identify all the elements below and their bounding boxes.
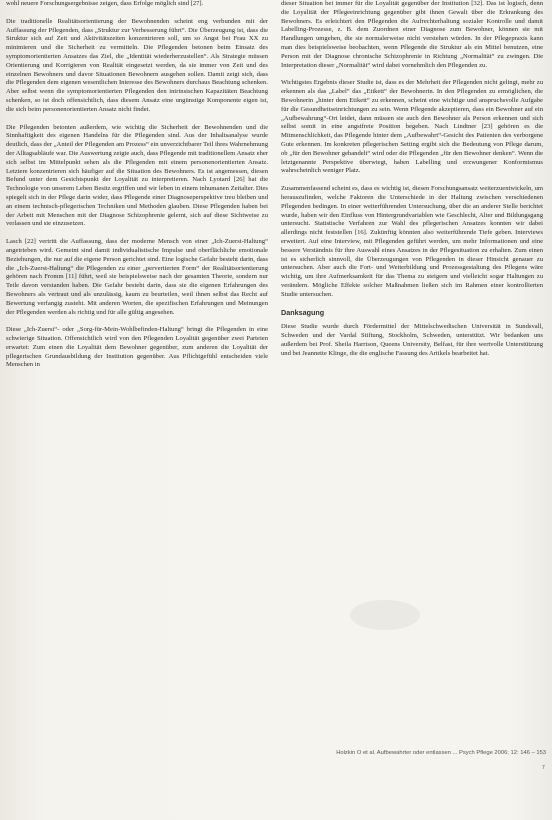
page-number: 7 bbox=[542, 765, 545, 771]
acknowledgement-text: Diese Studie wurde durch Fördermittel der Mittelschwedischen Universität in Sundsvall, Schweden und der Vardal Stiftung, Stockholm, Schweden, unterstützt. Wir bedanken uns außerdem bei Prof. Sheila Harrison, Queens University, Belfast, für ihre wertvolle Unterstützung und bei Jeannette Klinge, die die englische Fassung des Artikels bearbeitet hat. bbox=[281, 323, 543, 357]
paragraph: Die Pflegenden betonten außerdem, wie wichtig die Sicherheit der Bewohnenden und die Sinnhaftigkeit des eigenen Handelns für die Pflegenden sind. Aus der Inhaltsanalyse wurde deutlich, dass der „Anteil der Pflegenden am Prozess“ ein unverzichtbarer Teil ihres Wahrnehmung der Alltagsabläufe war. Die Auswertung zeigte auch, dass Pflegende mit traditionellem Ansatz eher sich selbst im Mittelpunkt sehen als die Pflegenden mit einem personenorientierten Ansatz. Letztere konzentrieren sich häufiger auf die Situation des Bewohners. Es ist angemessen, diesen Befund unter dem Gesichtspunkt der Loyalität zu interpretieren. Nach Lyotard [26] hat die Technologie von unserem Leben Besitz ergriffen und wir leben in einem inhumanen Zeitalter. Dies spiegelt sich in der Pflege darin wider, dass Pflegende einer Diagnoseperspektive treu bleiben und an einem technisch-pflegerischen Techniken und Methoden glauben. Diese Pflegenden haben bei der Arbeit mit Menschen mit der Diagnose Schizophrenie gelernt, sich auf diese Sichtweise zu verlassen und sie einzusetzen. bbox=[6, 123, 268, 228]
paragraph: wohl neuere Forschungsergebnisse zeigen, dass Erfolge möglich sind [27]. bbox=[6, 0, 204, 7]
scan-smudge bbox=[350, 600, 420, 630]
left-column bbox=[6, 0, 268, 379]
citation-footer: Holzkin O et al. Aufbewahrter oder entlassen ... Psych Pflege 2006; 12: 146 – 153 bbox=[336, 750, 546, 756]
paragraph: Die traditionelle Realitätsorientierung der Bewohnenden scheint eng verbunden mit der Auffassung der Pflegenden, dass „Struktur zur Verbesserung führt“. Die Überzeugung ist, dass die Struktur sich auf Zeit und Aktivitätszeiten konzentrieren soll, um so Angst bei Frau XX zu minimieren und die Sicherheit zu vermitteln. Die Pflegenden betonen beim Einsatz des symptomorientierten Ansatzes das Ziel, die „Identität wiederherzustellen“. Als Strategie müssen Orientierung und Korrigieren von Realität eingesetzt werden, da sie immer von Zeit und des einzelnen Bewohners und davor Situationen Bewohnern ausgehen sollen. Damit zeigt sich, dass die Pflegenden dem eigenen wesentlichen Interesse des Bewohners durchaus Beachtung schenken. Aber selbst wenn die symptomorientierten Pflegenden den intrinsischen Kapazitäten Beachtung schenken, so ist doch offensichtlich, dass diesem Ansatz eine ungünstige Komponente eigen ist, die sich beim personenorientierten Ansatz nicht findet. bbox=[6, 17, 268, 113]
paragraph: Wichtigstes Ergebnis dieser Studie ist, dass es der Mehrheit der Pflegenden nicht gelingt, mehr zu erkennen als das „Label“ das „Etikett“ der Bewohnerin. In den Pflegenden zu ermöglichen, die Bewohnerin „hinter dem Etikett“ zu erkennen, scheint eine wichtige und anspruchsvolle Aufgabe für die Gesundheitseinrichtungen zu sein. Wenn Pflegende akzeptieren, dass ein Bewohner auf ein „Aufbewahrung“-Ort leidet, dann müssen sie auch den Bewohner als Person erkennen und sich selbst somit in eine angstfreie Position begeben. Nach Lindtner [23] gehören es die Mitmenschlichkeit, das Pflegende hinter dem „Aufbewahrt“-Gesicht des Patienten des verborgene Gute erkennen. Im konkreten pflegerischen Setting ergibt sich die Bedeutung von Pflege darum, ob „für den Bewohner gehandelt“ wird oder die Pflegenden „für den Bewohner denken“. Wenn die letztgenannte Perspektive überwiegt, haben Labelling und erzwungener Konformismus wahrscheinlich weniger Platz. bbox=[281, 79, 543, 175]
paragraph: Diese „Ich-Zuerst“- oder „Sorg-für-Mein-Wohlbefinden-Haltung“ bringt die Pflegenden in eine schwierige Situation. Offensichtlich wird von den Pflegenden Loyalität gegenüber zwei Parteien erwartet: Zum einen die Loyalität dem Bewohner gegenüber, zum anderen die Loyalität der pflegerischen Grundausbildung der Institution gegenüber. Aus Pflichtgefühl entscheiden viele Menschen in bbox=[6, 326, 268, 369]
acknowledgement-heading: Danksagung bbox=[281, 307, 325, 317]
right-column bbox=[281, 0, 543, 367]
paragraph: dieser Situation bei immer für die Loyalität gegenüber der Institution [32]. Das ist logisch, denn die Loyalität der Pflegeeinrichtung gegenüber gibt ihnen Gewalt über die Erkrankung des Bewohners. Es erleichtert den Pflegenden die Aufrechterhaltung sozialer Kontrolle und damit Labelling-Prozesse, z. B. dem Zuordnen einer Diagnose zum Bewohner, können sie mit Handlungen umgehen, die sie normalerweise nicht verstehen würden. In der Pflegepraxis kann man dies beispielsweise beobachten, wenn Pflegende die Struktur als ein Mittel benutzen, eine Person mit der Diagnose chronische Schizophrenie in Richtung „Normalität“ zu zwingen. Die Interpretation dieser „Normalität“ wird dabei vornehmlich den Pflegenden zu. bbox=[281, 0, 543, 69]
paragraph: Lasch [22] vertritt die Auffassung, dass der moderne Mensch von einer „Ich-Zuerst-Haltung“ angetrieben wird. Gemeint sind damit individualistische Impulse und oberflächliche emotionale Beziehungen, die nur auf die eigene Person gerichtet sind. Eine logische Gefahr besteht darin, dass die „Ich-Zuerst-Haltung“ die Pflegenden zu einer „pervertierten Form“ der Realitätsorientierung gehören nach Fromm [11] führt, weil sie beispielsweise nach der gesamten Theorie, sondern nur Teile davon verstanden haben. Die Gefahr besteht darin, dass sie die eigenen Erfahrungen des Bewohners als vertraut und als unzulässig, kaum zu beurteilen, weil ihnen selbst das Recht auf Bewertung verfangig zusteht. Mit anderen Worten, die spezifischen Erfahrungen und Meinungen der Pflegenden werden als richtig und für alle gültig angesehen. bbox=[6, 238, 268, 316]
paragraph: Zusammenfassend scheint es, dass es wichtig ist, diesen Forschungsansatz weiterzuentwickeln, um herauszufinden, welche Faktoren die Unterschiede in der Haltung zwischen verschiedenen Pflegenden bedingen. In einer weiterführenden Untersuchung, über die an anderer Stelle berichtet wurde, haben wir den Einfluss von Hintergrundvariablen wie Geschlecht, Alter und Bildungsgang untersucht. Statistische Verfahren zur Wahl des pflegerischen Ansatzes konnten wir dabei allerdings nicht feststellen [16]. Zukünftig könnten also weiterführende Tiefe geben. Interviews erweitert. Auf eine Interview, mit Pflegenden geführt werden, um mehr Informationen und eine bessere Verständnis für ihre Auswahl eines Ansatzes in der Pflegesituation zu erhalten. Zum einen ist es sicherlich sinnvoll, die Überzeugungen von Pflegenden in dieser Hinsicht genauer zu untersuchen. Aber auch die Fort- und Weiterbildung und Prozessgestaltung des Pflegens wäre wichtig, um ihre Aufmerksamkeit für das Thema zu steigern und vielleicht sogar Haltungen zu verändern. Mögliche Effekte solcher Maßnahmen ließen sich im Rahmen einer kontrollierten Studie untersuchen. bbox=[281, 185, 543, 298]
